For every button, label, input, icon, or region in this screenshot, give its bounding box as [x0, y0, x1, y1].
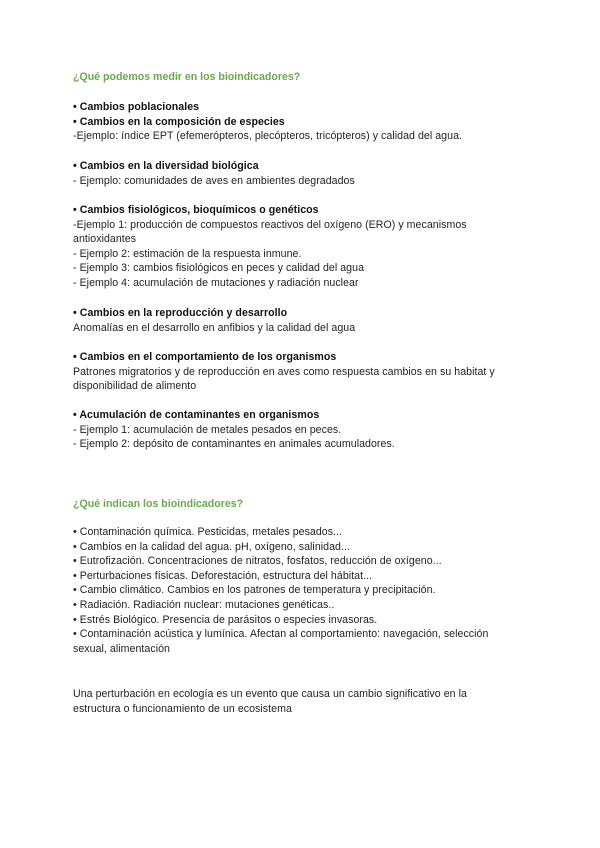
group-line: Patrones migratorios y de reproducción en aves como respuesta cambios en su habitat y — [73, 365, 495, 378]
group-line: Anomalías en el desarrollo en anfibios y la calidad del agua — [73, 321, 356, 334]
section1-title: ¿Qué podemos medir en los bioindicadores? — [73, 71, 301, 83]
section2-title: ¿Qué indican los bioindicadores? — [73, 498, 244, 510]
group-line: antioxidantes — [73, 233, 137, 246]
list-item: • Radiación. Radiación nuclear: mutaciones genéticas.. — [73, 598, 335, 611]
list-item: sexual, alimentación — [73, 642, 170, 655]
group-heading: • Acumulación de contaminantes en organismos — [73, 409, 320, 421]
list-item: • Cambios en la calidad del agua. pH, oxígeno, salinidad... — [73, 540, 350, 553]
group-behavior — [73, 350, 533, 394]
group-line: - Ejemplo: comunidades de aves en ambientes degradados — [73, 174, 355, 187]
group-heading: • Cambios poblacionales — [73, 101, 200, 113]
group-heading: • Cambios fisiológicos, bioquímicos o genéticos — [73, 204, 319, 216]
group-physiological — [73, 203, 533, 291]
group-line: - Ejemplo 3: cambios fisiológicos en peces y calidad del agua — [73, 262, 365, 275]
paragraph-line: Una perturbación en ecología es un evento que causa un cambio significativo en la — [73, 688, 467, 700]
group-line: - Ejemplo 4: acumulación de mutaciones y radiación nuclear — [73, 276, 359, 289]
list-item: • Estrés Biológico. Presencia de parásitos o especies invasoras. — [73, 613, 378, 626]
paragraph-line: estructura o funcionamiento de un ecosistema — [73, 702, 292, 715]
list-item: • Perturbaciones físicas. Deforestación, estructura del hábitat... — [73, 569, 373, 582]
list-item: • Contaminación acústica y lumínica. Afectan al comportamiento: navegación, selección — [73, 628, 489, 641]
group-populations — [73, 100, 533, 144]
group-heading: • Cambios en el comportamiento de los organismos — [73, 351, 337, 363]
list-item: • Cambio climático. Cambios en los patrones de temperatura y precipitación. — [73, 584, 436, 597]
group-heading: • Cambios en la diversidad biológica — [73, 160, 259, 172]
group-line: - Ejemplo 1: acumulación de metales pesados en peces. — [73, 423, 342, 436]
group-heading: • Cambios en la reproducción y desarrollo — [73, 307, 288, 319]
group-line: -Ejemplo: índice EPT (efemerópteros, plecópteros, tricópteros) y calidad del agua. — [73, 130, 463, 143]
group-heading: • Cambios en la composición de especies — [73, 115, 285, 128]
indicators-list — [73, 525, 533, 656]
group-line: -Ejemplo 1: producción de compuestos reactivos del oxígeno (ERO) y mecanismos — [73, 218, 467, 231]
group-contaminants — [73, 408, 533, 452]
group-line: - Ejemplo 2: depósito de contaminantes en animales acumuladores. — [73, 438, 395, 451]
closing-paragraph — [73, 687, 533, 716]
group-diversity — [73, 159, 533, 188]
group-line: disponibilidad de alimento — [73, 380, 197, 393]
group-line: - Ejemplo 2: estimación de la respuesta inmune. — [73, 247, 302, 260]
list-item: • Eutrofización. Concentraciones de nitratos, fosfatos, reducción de oxígeno... — [73, 555, 442, 568]
list-item: • Contaminación química. Pesticidas, metales pesados... — [73, 526, 343, 538]
group-reproduction — [73, 306, 533, 335]
